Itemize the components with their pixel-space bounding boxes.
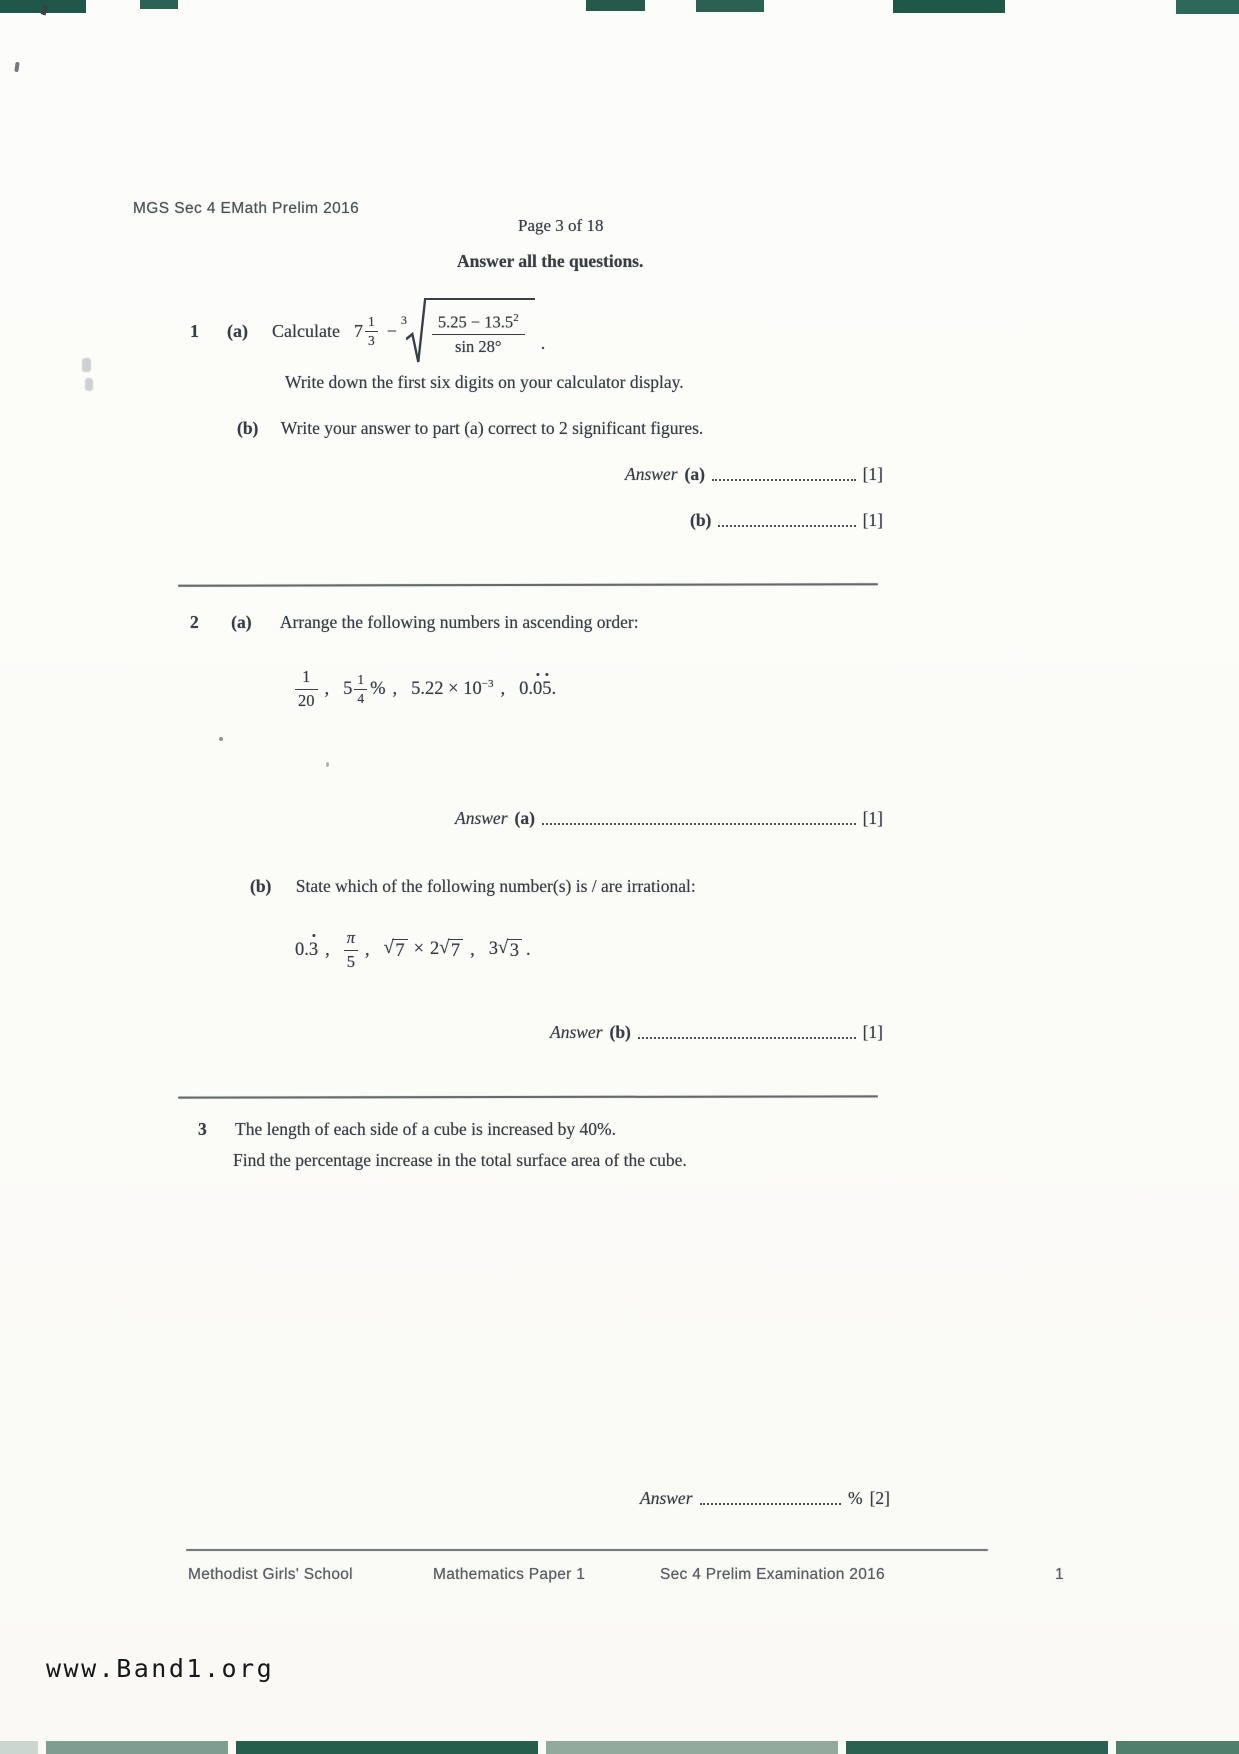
scan-artifact-bar <box>1116 1741 1239 1754</box>
scan-smudge <box>82 358 91 372</box>
comma: , <box>324 678 330 699</box>
scan-artifact-bar <box>236 1741 538 1754</box>
sqrt-3: √ 3 <box>498 939 522 961</box>
scientific-notation: $5.22 \times 10^{-3}$ <box>411 677 494 700</box>
comma: , <box>500 678 506 699</box>
fraction-1-20: 1 20 <box>295 669 318 709</box>
section-divider <box>178 1095 878 1098</box>
sqrt-7: √ 7 <box>439 939 463 961</box>
root-index: 3 <box>400 313 407 327</box>
q2-part-b-label: (b) <box>250 876 272 896</box>
mark-badge: [1] <box>862 1022 883 1042</box>
question-1-number: 1 <box>190 320 199 341</box>
q2b-row <box>250 876 696 897</box>
question-3-number: 3 <box>198 1119 207 1139</box>
scan-artifact-bar <box>546 1741 838 1754</box>
footer-school: Methodist Girls' School <box>188 1566 353 1583</box>
mixed-whole: 7 <box>353 320 363 341</box>
dotted-answer-line <box>638 1037 856 1039</box>
cube-root-radical <box>400 298 535 364</box>
percent-sign: % <box>848 1488 863 1508</box>
q1b-instruction: Write your answer to part (a) correct to 2 significant figures. <box>280 418 704 438</box>
list-period: . <box>525 940 531 961</box>
scan-artifact-bar <box>0 1741 38 1754</box>
scan-artifact-bar <box>846 1741 1108 1754</box>
footer-page-number: 1 <box>1055 1566 1064 1583</box>
page-number-label: Page 3 of 18 <box>518 216 604 235</box>
radicand <box>424 298 535 364</box>
answer-part-label: (a) <box>684 464 705 484</box>
scan-artifact-bar <box>140 0 178 9</box>
answer-line-q1b <box>690 510 883 531</box>
fraction-1-3: $\frac{1}{3}$ <box>365 315 378 347</box>
radical-sign-icon: √ <box>498 937 509 958</box>
exponent-neg3: −3 <box>481 677 494 690</box>
scan-speck <box>326 762 329 767</box>
dotted-answer-line <box>700 1503 842 1505</box>
section-divider <box>178 583 878 587</box>
radicand-numerator: $5.25 - 13.5^2$ <box>432 312 525 336</box>
scan-artifact-bar <box>46 1741 228 1754</box>
scan-artifact-bar <box>696 0 764 12</box>
mark-badge: [1] <box>862 808 883 828</box>
fraction-pi-5: π 5 <box>344 930 358 970</box>
answer-line-q3 <box>640 1488 890 1509</box>
radical-sign-icon: √ <box>383 937 394 958</box>
q2b-instruction: State which of the following number(s) is / are irrational: <box>295 876 696 896</box>
dotted-answer-line <box>718 525 855 527</box>
answer-word: Answer <box>455 808 508 828</box>
recurring-decimal-0-05: 0.05. <box>519 678 557 699</box>
comma: , <box>365 939 370 960</box>
scan-smudge <box>85 378 93 391</box>
answer-word: Answer <box>550 1022 603 1042</box>
formula-period: . <box>540 333 546 353</box>
radical-sign-icon: √ <box>439 937 450 958</box>
q2-part-a-label: (a) <box>231 612 252 632</box>
comma: , <box>470 939 475 960</box>
footer-exam: Sec 4 Prelim Examination 2016 <box>660 1566 885 1583</box>
q1-part-a-label: (a) <box>227 320 248 341</box>
3-sqrt-3: 3 √ 3 . <box>488 937 531 961</box>
recurring-decimal-0-3: 0.3 <box>295 939 319 960</box>
answer-line-q2b <box>550 1022 883 1043</box>
answer-part-label: (b) <box>609 1022 631 1042</box>
mark-badge: [1] <box>862 510 883 530</box>
q2a-instruction: Arrange the following numbers in ascending order: <box>279 612 639 632</box>
answer-line-q1a <box>625 464 883 485</box>
times-operator: × <box>413 938 424 959</box>
q1b-row <box>237 418 703 439</box>
minus-operator: − <box>386 320 397 341</box>
q2b-number-list <box>295 922 531 978</box>
exponent-2: 2 <box>513 311 519 324</box>
question-1-header <box>190 294 545 368</box>
answer-part-label: (b) <box>690 510 712 530</box>
scan-speck <box>219 737 223 741</box>
fraction-1-4: $\frac{1}{4}$ <box>354 673 367 705</box>
sqrt-7: √ 7 <box>384 939 408 961</box>
scan-artifact-bar <box>1176 0 1239 14</box>
q2a-number-list <box>295 660 556 718</box>
mark-badge: [1] <box>862 464 883 484</box>
radical-sign-icon <box>406 298 426 364</box>
footer-paper: Mathematics Paper 1 <box>433 1566 586 1583</box>
q1-part-b-label: (b) <box>237 418 259 438</box>
q3-line1: The length of each side of a cube is increased by 40%. <box>235 1119 616 1139</box>
sqrt7-times-2sqrt7: √ 7 × 2 √ 7 <box>384 939 464 961</box>
answer-line-q2a <box>455 808 883 829</box>
answer-word: Answer <box>640 1488 693 1508</box>
dotted-answer-line <box>542 823 856 825</box>
answer-word: Answer <box>625 464 678 484</box>
answer-part-label: (a) <box>514 808 535 828</box>
fraction-under-root <box>432 312 525 357</box>
dotted-answer-line <box>712 479 856 481</box>
calculate-word: Calculate <box>272 320 340 341</box>
q1a-instruction: Write down the first six digits on your calculator display. <box>285 372 684 392</box>
scan-artifact-bar <box>893 0 1005 13</box>
mixed-percent-5-1-4: 5 $\frac{1}{4}$ % <box>343 672 386 706</box>
mark-badge: [2] <box>869 1488 890 1508</box>
radicand-denominator: sin 28° <box>455 337 502 357</box>
question-2-number: 2 <box>190 612 199 632</box>
question-2-header <box>190 612 639 633</box>
scan-artifact-bar <box>586 0 645 11</box>
comma: , <box>325 939 330 960</box>
q3-line2: Find the percentage increase in the total surface area of the cube. <box>233 1150 687 1170</box>
question-3-number-wrap <box>198 1119 207 1140</box>
header-course-label: MGS Sec 4 EMath Prelim 2016 <box>133 200 360 217</box>
watermark-text: www.Band1.org <box>46 1654 275 1683</box>
footer-divider <box>186 1549 988 1551</box>
instruction-text: Answer all the questions. <box>457 251 644 271</box>
scan-speck <box>14 62 19 72</box>
mixed-number-7-1-3 <box>354 315 378 347</box>
comma: , <box>392 678 398 699</box>
